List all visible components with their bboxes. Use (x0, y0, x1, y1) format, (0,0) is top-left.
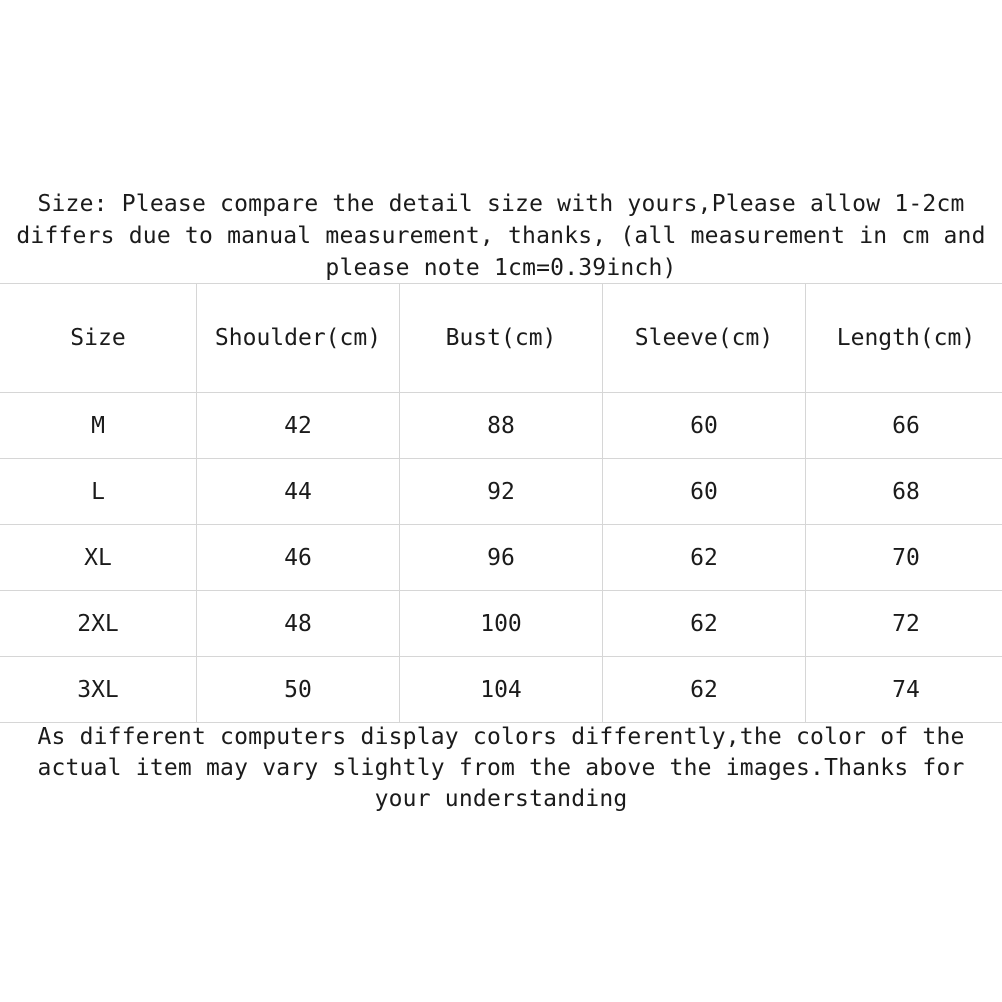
cell-sleeve: 60 (603, 459, 806, 525)
cell-length: 66 (806, 393, 1002, 459)
table-row (0, 393, 1002, 459)
table-row (0, 591, 1002, 657)
cell-size: 2XL (0, 591, 197, 657)
cell-sleeve: 62 (603, 657, 806, 723)
column-header-shoulder: Shoulder(cm) (197, 284, 400, 393)
cell-sleeve: 60 (603, 393, 806, 459)
table-header-row (0, 284, 1002, 393)
color-disclaimer-text: As different computers display colors differently,the color of the actual item may vary slightly from the above the images.Thanks for your understanding (37, 724, 965, 812)
cell-shoulder: 48 (197, 591, 400, 657)
cell-size: M (0, 393, 197, 459)
cell-shoulder: 44 (197, 459, 400, 525)
column-header-size: Size (0, 284, 197, 393)
cell-length: 72 (806, 591, 1002, 657)
cell-shoulder: 50 (197, 657, 400, 723)
cell-bust: 88 (400, 393, 603, 459)
cell-sleeve: 62 (603, 525, 806, 591)
size-instructions-text: Size: Please compare the detail size with yours,Please allow 1-2cm differs due to manual measurement, thanks, (all measurement in cm and please note 1cm=0.39inch) (16, 191, 986, 281)
cell-size: L (0, 459, 197, 525)
column-header-sleeve: Sleeve(cm) (603, 284, 806, 393)
column-header-bust: Bust(cm) (400, 284, 603, 393)
cell-shoulder: 46 (197, 525, 400, 591)
size-table (0, 283, 1002, 723)
cell-bust: 104 (400, 657, 603, 723)
cell-length: 70 (806, 525, 1002, 591)
table-row (0, 459, 1002, 525)
cell-length: 68 (806, 459, 1002, 525)
cell-bust: 96 (400, 525, 603, 591)
column-header-length: Length(cm) (806, 284, 1002, 393)
cell-size: 3XL (0, 657, 197, 723)
table-row (0, 525, 1002, 591)
table-row (0, 657, 1002, 723)
cell-size: XL (0, 525, 197, 591)
size-table-container (0, 283, 1002, 723)
cell-bust: 92 (400, 459, 603, 525)
cell-length: 74 (806, 657, 1002, 723)
cell-bust: 100 (400, 591, 603, 657)
cell-shoulder: 42 (197, 393, 400, 459)
cell-sleeve: 62 (603, 591, 806, 657)
